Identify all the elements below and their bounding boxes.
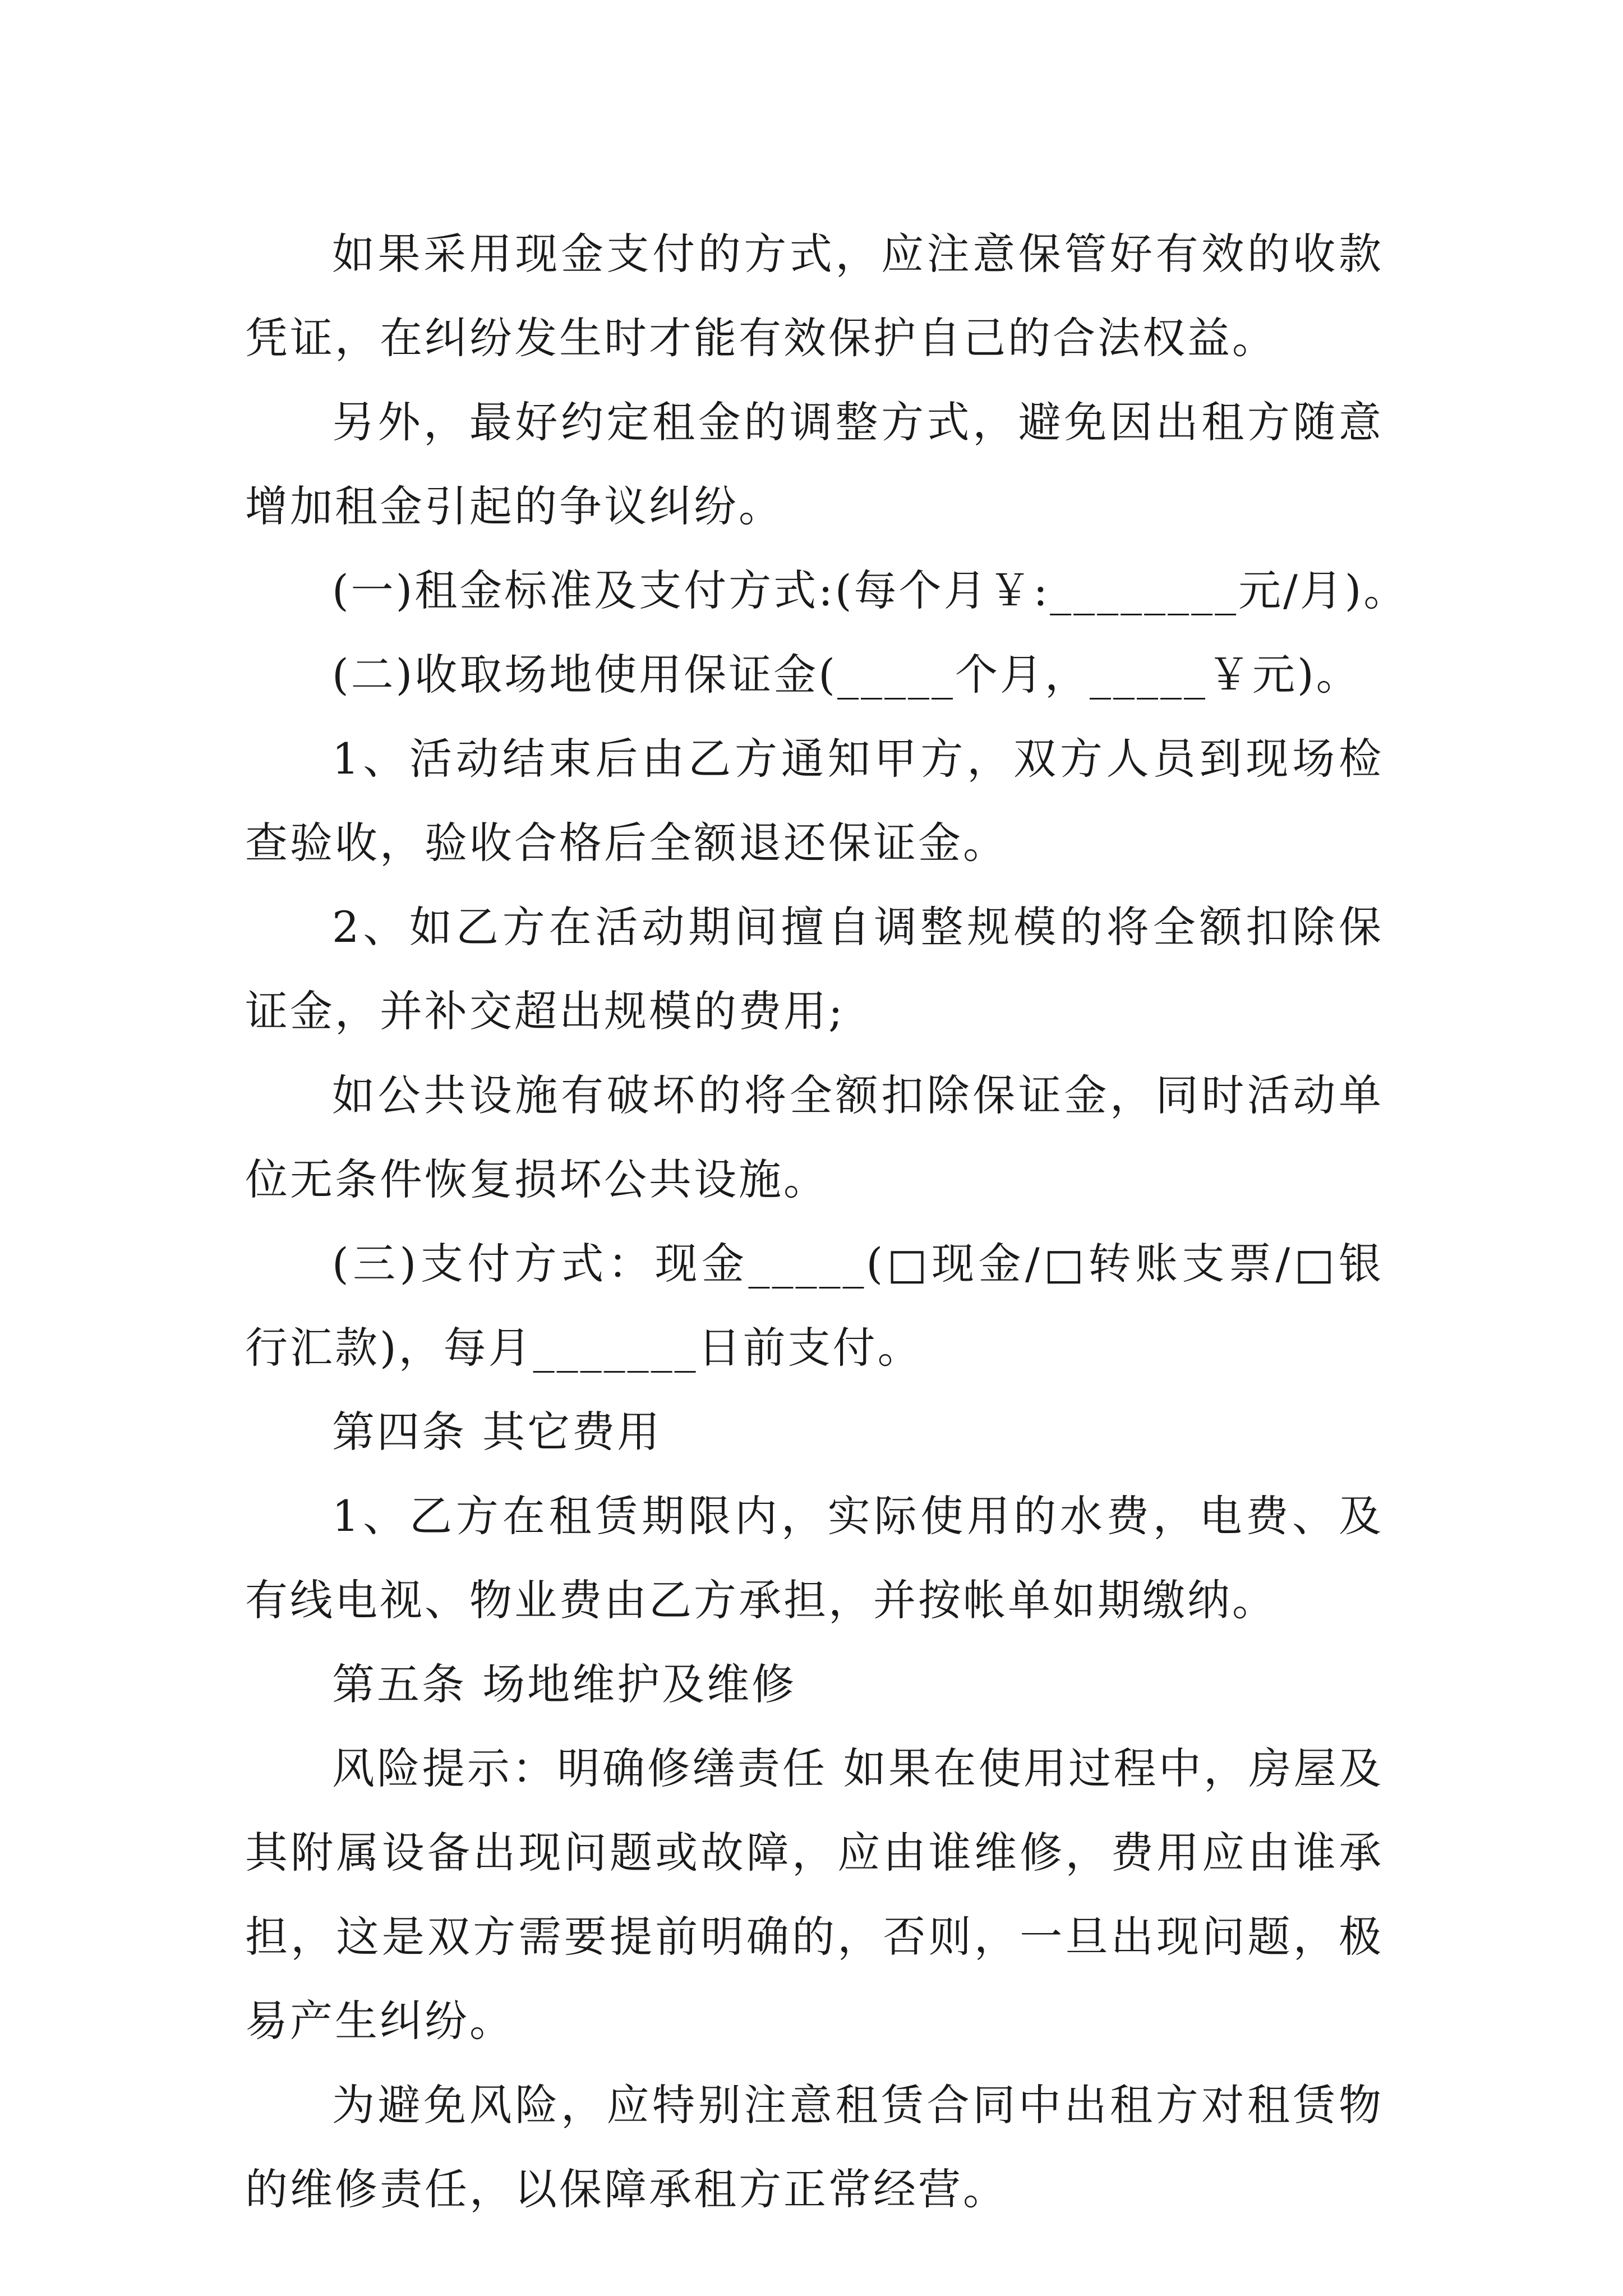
- heading-article-five: 第五条 场地维护及维修: [332, 1659, 797, 1709]
- document-body: [245, 212, 1409, 2231]
- paragraph-deposit-deduction-facilities: 如公共设施有破坏的将全额扣除保证金，同时活动单位无条件恢复损坏公共设施。: [245, 1070, 1384, 1204]
- paragraph-rent-standard: (一)租金标准及支付方式:(每个月￥:________元/月)。: [332, 565, 1409, 615]
- paragraph-rent-adjustment: 另外，最好约定租金的调整方式，避免因出租方随意增加租金引起的争议纠纷。: [245, 397, 1384, 531]
- paragraph-deposit-refund: 1、活动结束后由乙方通知甲方，双方人员到现场检查验收，验收合格后全额退还保证金。: [245, 734, 1384, 868]
- paragraph-deposit-deduction-scale: 2、如乙方在活动期间擅自调整规模的将全额扣除保证金，并补交超出规模的费用;: [245, 902, 1384, 1036]
- paragraph-other-fees: 1、乙方在租赁期限内，实际使用的水费，电费、及有线电视、物业费由乙方承担，并按帐单如期缴纳。: [245, 1491, 1384, 1625]
- paragraph-deposit: (二)收取场地使用保证金(_____个月，_____￥元)。: [332, 650, 1361, 700]
- paragraph-payment-method: (三)支付方式：现金_____(□现金/□转账支票/□银行汇款)，每月_______日前支付。: [245, 1239, 1384, 1373]
- paragraph-risk-notice: 风险提示：明确修缮责任 如果在使用过程中，房屋及其附属设备出现问题或故障，应由谁维修，费用应由谁承担，这是双方需要提前明确的，否则，一旦出现问题，极易产生纠纷。: [245, 1743, 1384, 2046]
- heading-article-four: 第四条 其它费用: [332, 1407, 662, 1457]
- paragraph-cash-payment: 如果采用现金支付的方式，应注意保管好有效的收款凭证，在纠纷发生时才能有效保护自己的合法权益。: [245, 229, 1384, 363]
- paragraph-maintenance-responsibility: 为避免风险，应特别注意租赁合同中出租方对租赁物的维修责任，以保障承租方正常经营。: [245, 2080, 1384, 2214]
